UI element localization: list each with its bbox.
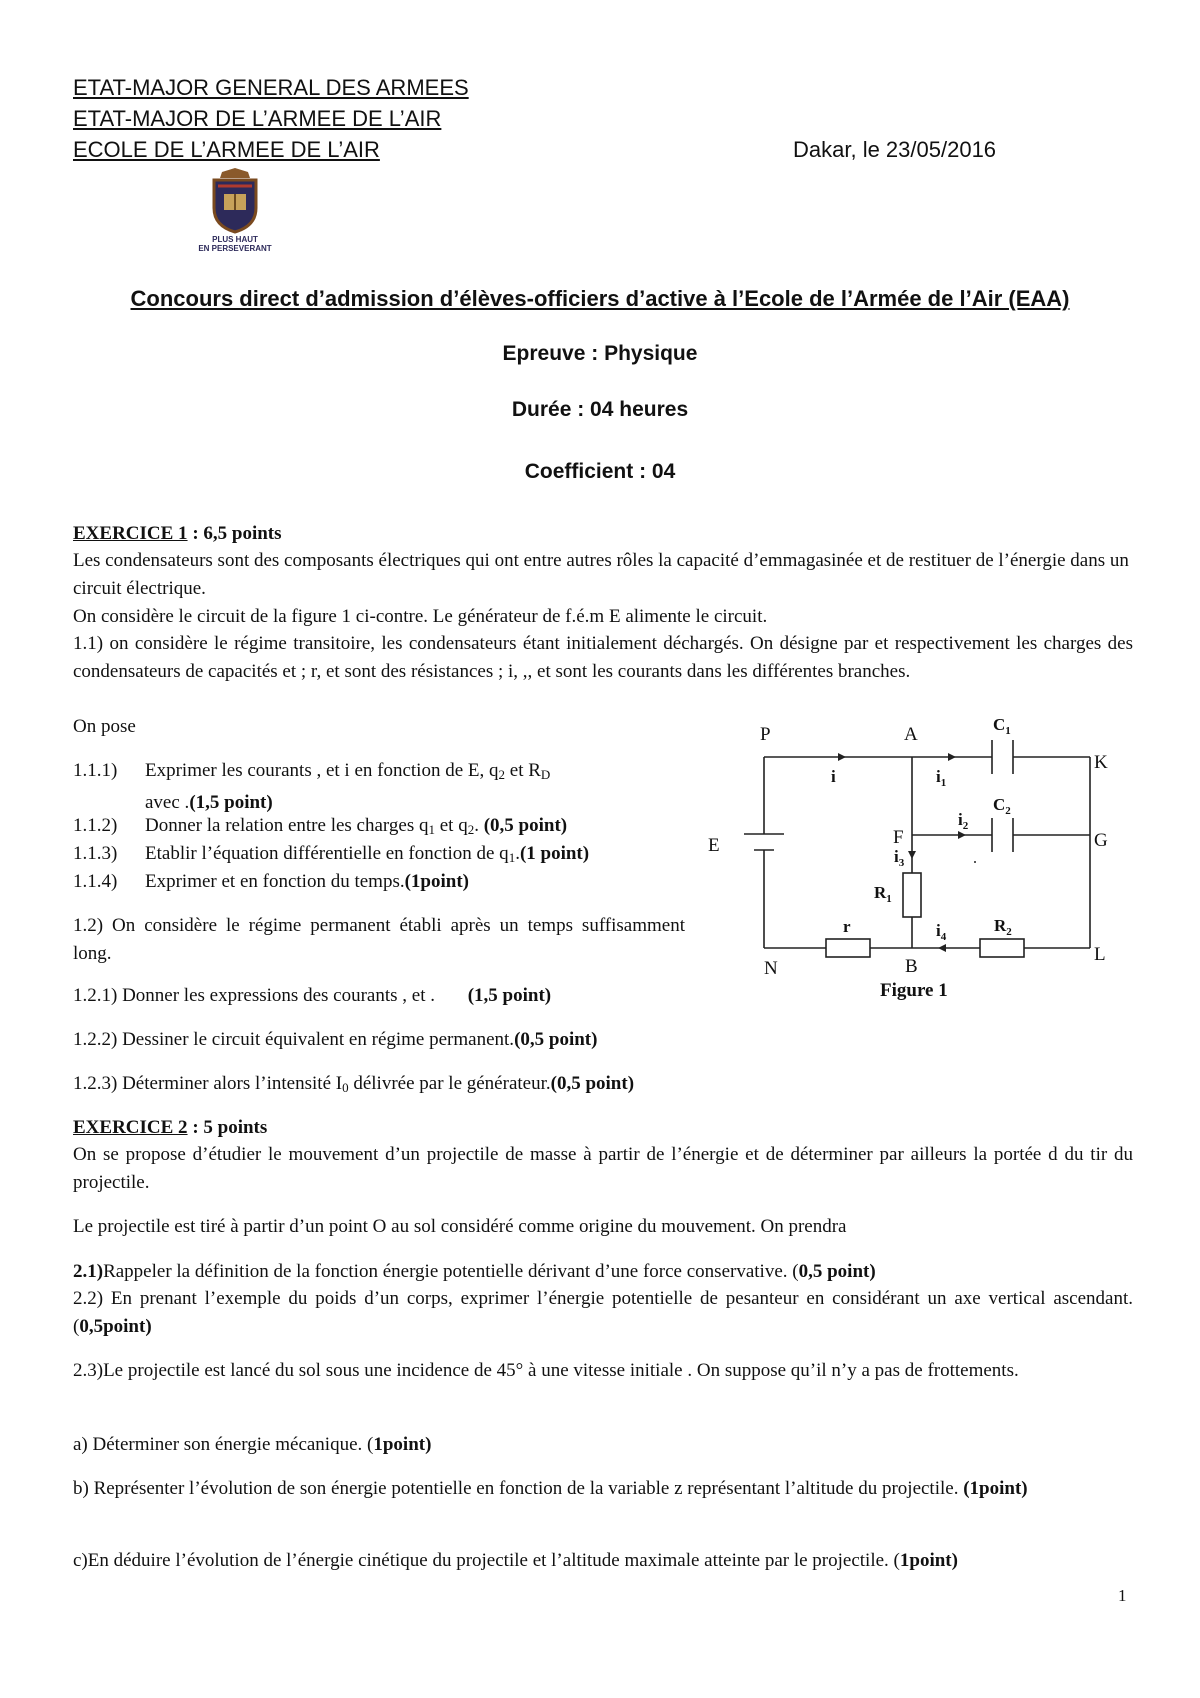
question-2-3-b xyxy=(73,1475,1133,1503)
exam-duration: Durée : 04 heures xyxy=(511,398,689,421)
exam-subject: Epreuve : Physique xyxy=(502,342,698,365)
question-points: (1,5 point) xyxy=(467,985,552,1006)
node-label-n: N xyxy=(764,958,778,979)
question-number: 1.1.2) xyxy=(73,815,118,836)
exercise-1-points: : 6,5 points xyxy=(187,523,282,544)
question-1-2-2 xyxy=(73,1026,873,1054)
question-text: . xyxy=(474,815,484,836)
school-logo xyxy=(190,168,280,260)
subscript: 0 xyxy=(342,1080,349,1095)
exercise-2-title: EXERCICE 2 xyxy=(73,1117,188,1138)
question-number: 1.1.4) xyxy=(73,871,118,892)
question-points: 1point) xyxy=(373,1434,432,1455)
question-2-3-c xyxy=(73,1547,1133,1575)
subscript: 2 xyxy=(467,822,475,837)
header-line-3: ECOLE DE L’ARMEE DE L’AIR xyxy=(73,137,380,162)
capacitor-label-c1: $C_1$ xyxy=(993,715,1011,737)
question-1-1: 1.1) on considère le régime transitoire, les condensateurs étant initialement déchargés. On désigne par et respectivement les charges des condensateurs de capacités et ; r, et sont des résistances ; i, ,, et sont les courants dans les différentes branches. xyxy=(73,633,1133,682)
question-number: 1.1.1) xyxy=(73,760,118,781)
exercise-2-points: : 5 points xyxy=(187,1117,268,1138)
page-number: 1 xyxy=(1118,1586,1127,1605)
node-label-e: E xyxy=(708,835,720,856)
question-text: Etablir l’équation différentielle en fonction de q xyxy=(145,843,509,864)
question-points: (0,5 point) xyxy=(483,815,568,836)
question-text: Rappeler la définition de la fonction énergie potentielle dérivant d’une force conservative. ( xyxy=(103,1261,799,1282)
question-text: 1.2.2) Dessiner le circuit équivalent en régime permanent. xyxy=(73,1029,515,1050)
logo-motto-2: EN PERSEVERANT xyxy=(198,244,272,253)
capacitor-label-c2: $C_2$ xyxy=(993,795,1011,817)
question-text: avec . xyxy=(145,791,190,813)
question-number: 2.1) xyxy=(73,1261,104,1282)
question-2-3: 2.3)Le projectile est lancé du sol sous une incidence de 45° à une vitesse initiale . On suppose qu’il n’y a pas de frottements. xyxy=(73,1360,1019,1381)
exam-coefficient: Coefficient : 04 xyxy=(524,460,676,483)
question-points: (1point) xyxy=(963,1478,1028,1499)
question-text: . xyxy=(515,843,520,864)
current-label-i4: $i_4$ xyxy=(936,921,947,943)
question-1-1-3 xyxy=(73,840,688,872)
exercise-1-title: EXERCICE 1 xyxy=(73,523,188,544)
question-points: (1,5 point) xyxy=(189,791,273,813)
node-label-g: G xyxy=(1094,830,1108,851)
question-text: et R xyxy=(505,760,541,781)
current-label-i: i xyxy=(831,767,836,786)
page-title: Concours direct d’admission d’élèves-officiers d’active à l’Ecole de l’Armée de l’Air (EAA) xyxy=(130,286,1070,311)
question-text: 1.2.1) Donner les expressions des courants , et . xyxy=(73,985,435,1006)
resistor-label-r1: $R_1$ xyxy=(874,883,892,905)
question-points: 1point) xyxy=(899,1550,958,1571)
question-1-1-4 xyxy=(73,868,688,896)
question-number: 1.1.3) xyxy=(73,843,118,864)
question-points: (0,5 point) xyxy=(550,1073,635,1094)
question-text: Exprimer les courants , et i en fonction de E, q xyxy=(145,760,499,781)
node-label-a: A xyxy=(904,724,918,745)
on-pose-text: On pose xyxy=(73,716,136,737)
question-1-2-3 xyxy=(73,1070,873,1102)
question-2-3-a xyxy=(73,1431,1133,1459)
node-label-p: P xyxy=(760,724,771,745)
document-date: Dakar, le 23/05/2016 xyxy=(793,137,997,162)
exercise-2-intro: On se propose d’étudier le mouvement d’un projectile de masse à partir de l’énergie et de déterminer par ailleurs la portée d du tir du projectile. xyxy=(73,1144,1133,1193)
question-2-1 xyxy=(73,1258,1133,1286)
logo-motto-1: PLUS HAUT xyxy=(212,235,258,244)
question-1-2: 1.2) On considère le régime permanent établi après un temps suffisamment long. xyxy=(73,915,685,964)
current-label-i2: $i_2$ xyxy=(958,810,969,832)
exercise-1-heading xyxy=(73,520,1133,548)
question-1-2-1 xyxy=(73,982,773,1010)
subscript: 1 xyxy=(508,850,516,865)
subscript: D xyxy=(540,767,551,782)
question-text: 1.2.3) Déterminer alors l’intensité I xyxy=(73,1073,343,1094)
question-1-1-2 xyxy=(73,812,688,844)
question-text: Exprimer et en fonction du temps. xyxy=(145,871,405,892)
exercise-2-context: Le projectile est tiré à partir d’un point O au sol considéré comme origine du mouvement. On prendra xyxy=(73,1216,847,1237)
resistor-label-r: r xyxy=(843,917,851,936)
node-label-f: F xyxy=(893,827,904,848)
current-label-i3: $i_3$ xyxy=(894,847,905,869)
subscript: 1 xyxy=(428,822,435,837)
header-line-1: ETAT-MAJOR GENERAL DES ARMEES xyxy=(73,75,469,100)
question-1-1-1 xyxy=(73,757,688,816)
question-points: (1point) xyxy=(404,871,470,892)
question-points: 0,5 point) xyxy=(798,1261,876,1282)
question-text: délivrée par le générateur. xyxy=(348,1073,551,1094)
question-text: et q xyxy=(434,815,468,836)
header-line-2: ETAT-MAJOR DE L’ARMEE DE L’AIR xyxy=(73,106,442,131)
resistor-label-r2: $R_2$ xyxy=(994,916,1012,938)
exercise-1-circuit-intro: On considère le circuit de la figure 1 ci-contre. Le générateur de f.é.m E alimente le circuit. xyxy=(73,606,768,627)
question-text: 2.2) En prenant l’exemple du poids d’un corps, exprimer l’énergie potentielle de pesanteur en considérant un axe vertical ascendant. ( xyxy=(73,1288,1133,1337)
question-points: (1 point) xyxy=(519,843,590,864)
question-points: (0,5 point) xyxy=(514,1029,598,1050)
question-text: Donner la relation entre les charges q xyxy=(145,815,429,836)
exercise-2-heading xyxy=(73,1114,1133,1142)
question-points: 0,5point) xyxy=(79,1315,152,1337)
question-text: b) Représenter l’évolution de son énergie potentielle en fonction de la variable z représentant l’altitude du projectile. xyxy=(73,1478,964,1499)
question-text: a) Déterminer son énergie mécanique. ( xyxy=(73,1434,374,1455)
question-text: c)En déduire l’évolution de l’énergie cinétique du projectile et l’altitude maximale atteinte par le projectile. ( xyxy=(73,1550,900,1571)
node-label-l: L xyxy=(1094,944,1106,965)
node-label-b: B xyxy=(905,956,918,977)
node-label-k: K xyxy=(1094,752,1108,773)
question-2-2 xyxy=(73,1285,1133,1340)
subscript: 2 xyxy=(498,767,506,782)
exercise-1-intro: Les condensateurs sont des composants électriques qui ont entre autres rôles la capacité d’emmagasinée et de restituer de l’énergie dans un circuit électrique. xyxy=(73,550,1129,599)
figure-caption: Figure 1 xyxy=(880,980,948,1001)
circuit-figure-1 xyxy=(700,710,1120,1010)
current-label-i1: $i_1$ xyxy=(936,767,947,789)
